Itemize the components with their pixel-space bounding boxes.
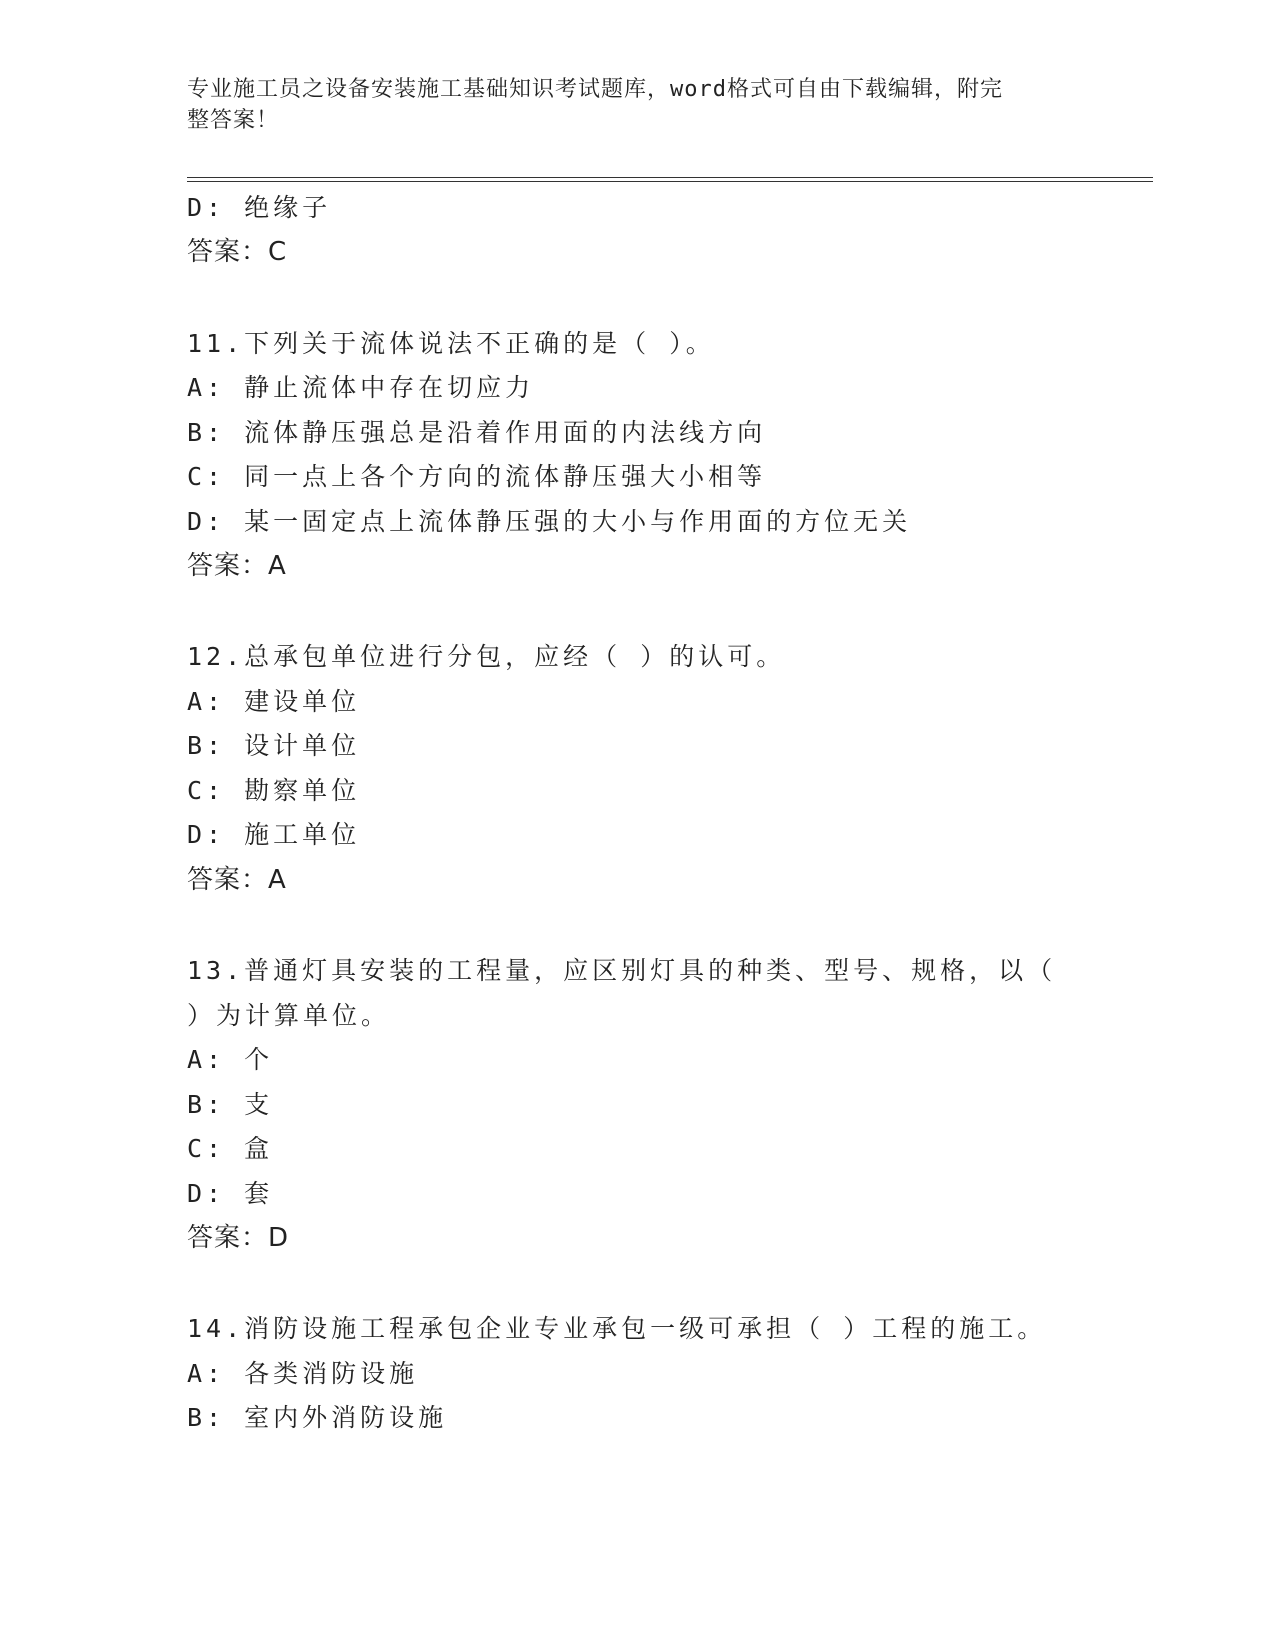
q11-option-a: A: 静止流体中存在切应力 (187, 373, 535, 402)
q12-option-b: B: 设计单位 (187, 731, 361, 760)
q14-option-b: B: 室内外消防设施 (187, 1403, 448, 1432)
q13-answer: 答案：D (187, 1223, 290, 1253)
q11-option-b: B: 流体静压强总是沿着作用面的内法线方向 (187, 418, 767, 447)
q13-stem-line-1: 13.普通灯具安装的工程量，应区别灯具的种类、型号、规格，以（ (187, 956, 1057, 985)
q12-option-a: A: 建设单位 (187, 687, 361, 716)
q14-stem: 14.消防设施工程承包企业专业承包一级可承担（ ）工程的施工。 (187, 1314, 1047, 1343)
header-line-1: 专业施工员之设备安装施工基础知识考试题库，word格式可自由下载编辑，附完 (187, 77, 1003, 102)
header-line-2: 整答案！ (187, 108, 280, 133)
q12-stem: 12.总承包单位进行分包，应经（ ）的认可。 (187, 642, 786, 671)
q14-option-a: A: 各类消防设施 (187, 1359, 419, 1388)
q13-option-a: A: 个 (187, 1045, 274, 1074)
q12-option-d: D: 施工单位 (187, 820, 361, 849)
q13-option-b: B: 支 (187, 1090, 274, 1119)
q10-answer: 答案：C (187, 237, 288, 267)
q13-option-c: C: 盒 (187, 1134, 274, 1163)
document-header (187, 74, 1067, 136)
q11-option-c: C: 同一点上各个方向的流体静压强大小相等 (187, 462, 767, 491)
q11-option-d: D: 某一固定点上流体静压强的大小与作用面的方位无关 (187, 507, 912, 536)
q10-option-d: D: 绝缘子 (187, 193, 332, 222)
q13-option-d: D: 套 (187, 1179, 274, 1208)
q12-option-c: C: 勘察单位 (187, 776, 361, 805)
header-divider-top (187, 177, 1153, 178)
q12-answer: 答案：A (187, 865, 287, 895)
q13-stem-line-2: ）为计算单位。 (187, 1001, 391, 1030)
q11-answer: 答案：A (187, 551, 287, 581)
header-divider-bottom (187, 181, 1153, 182)
q11-stem: 11.下列关于流体说法不正确的是（ ）。 (187, 329, 715, 358)
